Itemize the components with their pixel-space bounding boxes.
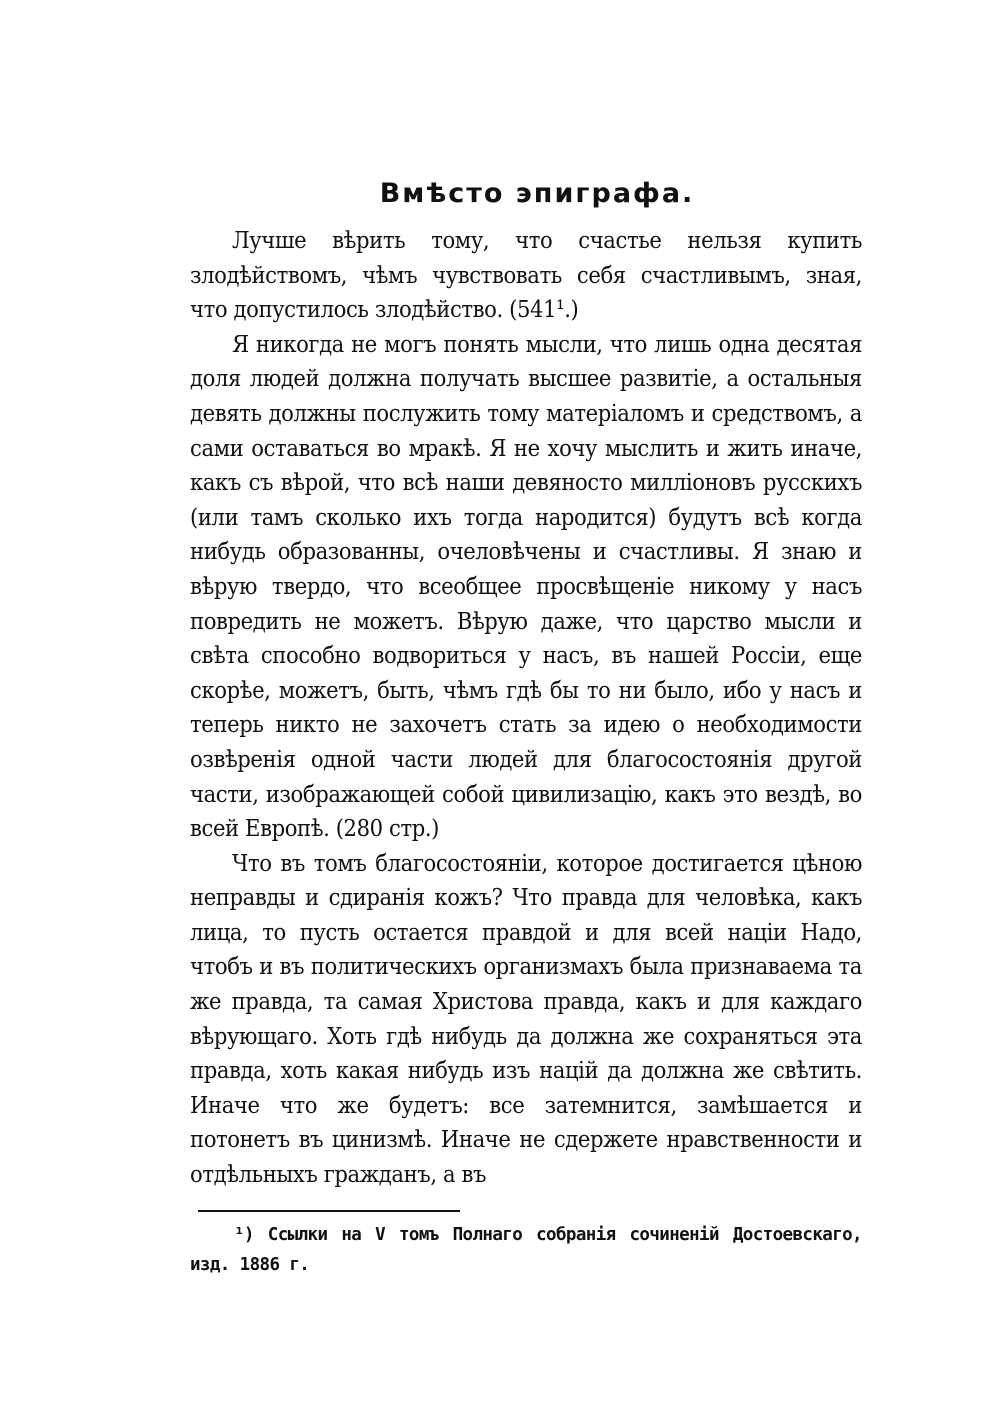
paragraph-1: Лучше вѣрить тому, что счастье нельзя купить злодѣйствомъ, чѣмъ чувствовать себя счастливымъ, зная, что допустилось злодѣйство. (541¹.) xyxy=(190,226,862,324)
book-page xyxy=(190,150,862,1280)
paragraph-3: Что въ томъ благосостояніи, которое достигается цѣною неправды и сдиранія кожъ? Что правда для человѣка, какъ лица, то пусть остается правдой и для всей націи Надо, чтобъ и въ политическихъ организмахъ была признаваема та же правда, та самая Христова правда, какъ и для каждаго вѣрующаго. Хоть гдѣ нибудь да должна же сохраняться эта правда, хоть какая нибудь изъ націй да должна же свѣтить. Иначе что же будетъ: все затемнится, замѣшается и потонетъ въ цинизмѣ. Иначе не сдержете нравственности и отдѣльныхъ гражданъ, а въ xyxy=(190,848,862,1189)
footnote: ¹) Ссылки на V томъ Полнаго собранія сочиненій Достоевскаго, изд. 1886 г. xyxy=(190,1224,862,1275)
paragraph-2: Я никогда не могъ понять мысли, что лишь одна десятая доля людей должна получать высшее развитіе, а остальныя девять должны послужить тому матеріаломъ и средствомъ, а сами оставаться во мракѣ. Я не хочу мыслить и жить иначе, какъ съ вѣрой, что всѣ наши девяносто милліоновъ русскихъ (или тамъ сколько ихъ тогда народится) будутъ всѣ когда нибудь образованны, очеловѣчены и счастливы. Я знаю и вѣрую твердо, что всеобщее просвѣщеніе никому у насъ повредить не можетъ. Вѣрую даже, что царство мысли и свѣта способно водвориться у насъ, въ нашей Россіи, еще скорѣе, можетъ, быть, чѣмъ гдѣ бы то ни было, ибо у насъ и теперь никто не захочетъ стать за идею о необходимости озвѣренія одной части людей для благосостоянія другой части, изображающей собой цивилизацію, какъ это вездѣ, во всей Европѣ. (280 стр.) xyxy=(190,329,862,843)
footnote-divider xyxy=(198,1210,460,1212)
page-title: Вмѣсто эпиграфа. xyxy=(379,178,695,209)
